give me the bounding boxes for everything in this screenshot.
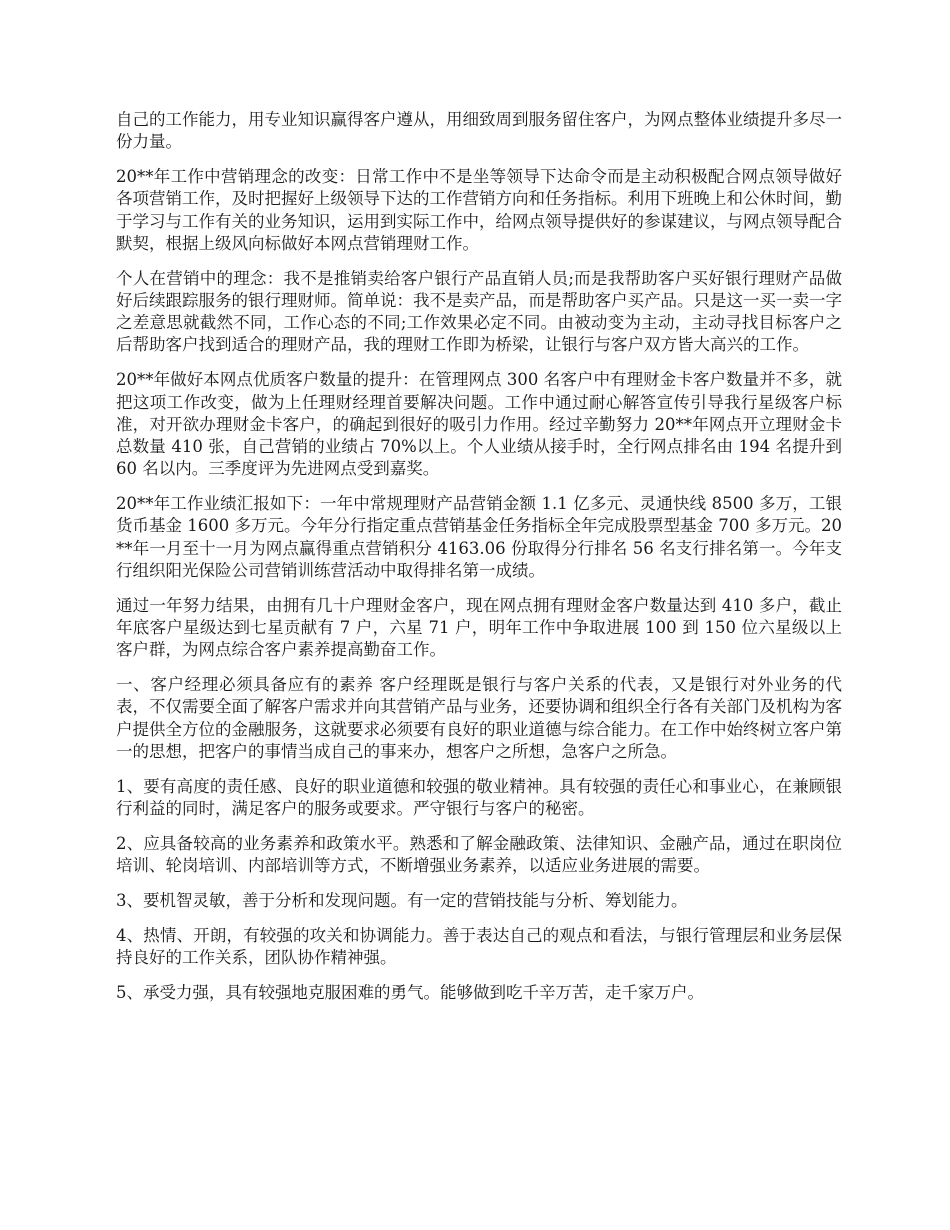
document-body (116, 109, 842, 1017)
paragraph-performance-report: 20**年工作业绩汇报如下：一年中常规理财产品营销金额 1.1 亿多元、灵通快线 8500 多万，工银货币基金 1600 多万元。今年分行指定重点营销基金任务指标全年完成股票型基金 700 多万元。20**年一月至十一月为网点赢得重点营销积分 4163.06 份取得分行排名 56 名支行排名第一。今年支行组织阳光保险公司营销训练营活动中取得排名第一成绩。 (116, 494, 842, 580)
list-item-2-professional-quality: 2、应具备较高的业务素养和政策水平。熟悉和了解金融政策、法律知识、金融产品，通过在职岗位培训、轮岗培训、内部培训等方式，不断增强业务素养，以适应业务进展的需要。 (116, 834, 842, 876)
list-item-5-resilience: 5、承受力强，具有较强地克服困难的勇气。能够做到吃千辛万苦，走千家万户。 (116, 983, 704, 1003)
paragraph-personal-marketing-concept: 个人在营销中的理念：我不是推销卖给客户银行产品直销人员;而是我帮助客户买好银行理财产品做好后续跟踪服务的银行理财师。简单说：我不是卖产品，而是帮助客户买产品。只是这一买一卖一字之差意思就截然不同，工作心态的不同;工作效果必定不同。由被动变为主动，主动寻找目标客户之后帮助客户找到适合的理财产品，我的理财工作即为桥梁，让银行与客户双方皆大高兴的工作。 (116, 268, 842, 355)
paragraph-intro-continuation: 自己的工作能力，用专业知识赢得客户遵从，用细致周到服务留住客户，为网点整体业绩提升多尽一份力量。 (116, 110, 842, 152)
list-item-4-communication: 4、热情、开朗，有较强的攻关和协调能力。善于表达自己的观点和看法，与银行管理层和业务层保持良好的工作关系，团队协作精神强。 (116, 926, 842, 968)
paragraph-section-one-qualities: 一、客户经理必须具备应有的素养 客户经理既是银行与客户关系的代表，又是银行对外业务的代表，不仅需要全面了解客户需求并向其营销产品与业务，还要协调和组织全行各有关部门及机构为客户提供全方位的金融服务，这就要求必须要有良好的职业道德与综合能力。在工作中始终树立客户第一的思想，把客户的事情当成自己的事来办，想客户之所想，急客户之所急。 (116, 675, 842, 761)
paragraph-marketing-concept-change: 20**年工作中营销理念的改变：日常工作中不是坐等领导下达命令而是主动积极配合网点领导做好各项营销工作，及时把握好上级领导下达的工作营销方向和任务指标。利用下班晚上和公休时间，勤于学习与工作有关的业务知识，运用到实际工作中，给网点领导提供好的参谋建议，与网点领导配合默契，根据上级风向标做好本网点营销理财工作。 (116, 167, 842, 253)
list-item-1-responsibility: 1、要有高度的责任感、良好的职业道德和较强的敬业精神。具有较强的责任心和事业心，在兼顾银行利益的同时，满足客户的服务或要求。严守银行与客户的秘密。 (116, 776, 842, 819)
paragraph-quality-customer-growth: 20**年做好本网点优质客户数量的提升：在管理网点 300 名客户中有理财金卡客户数量并不多，就把这项工作改变，做为上任理财经理首要解决问题。工作中通过耐心解答宣传引导我行星级客户标准，对开欲办理财金卡客户，的确起到很好的吸引力作用。经过辛勤努力 20**年网点开立理财金卡总数量 410 张，自己营销的业绩占 70%以上。个人业绩从接手时，全行网点排名由 194 名提升到 60 名以内。三季度评为先进网点受到嘉奖。 (116, 370, 842, 479)
list-item-3-analysis: 3、要机智灵敏，善于分析和发现问题。有一定的营销技能与分析、筹划能力。 (116, 891, 688, 911)
paragraph-yearly-result: 通过一年努力结果，由拥有几十户理财金客户，现在网点拥有理财金客户数量达到 410 多户，截止年底客户星级达到七星贡献有 7 户，六星 71 户，明年工作中争取进展 100 到 150 位六星级以上客户群，为网点综合客户素养提高勤奋工作。 (116, 595, 842, 660)
